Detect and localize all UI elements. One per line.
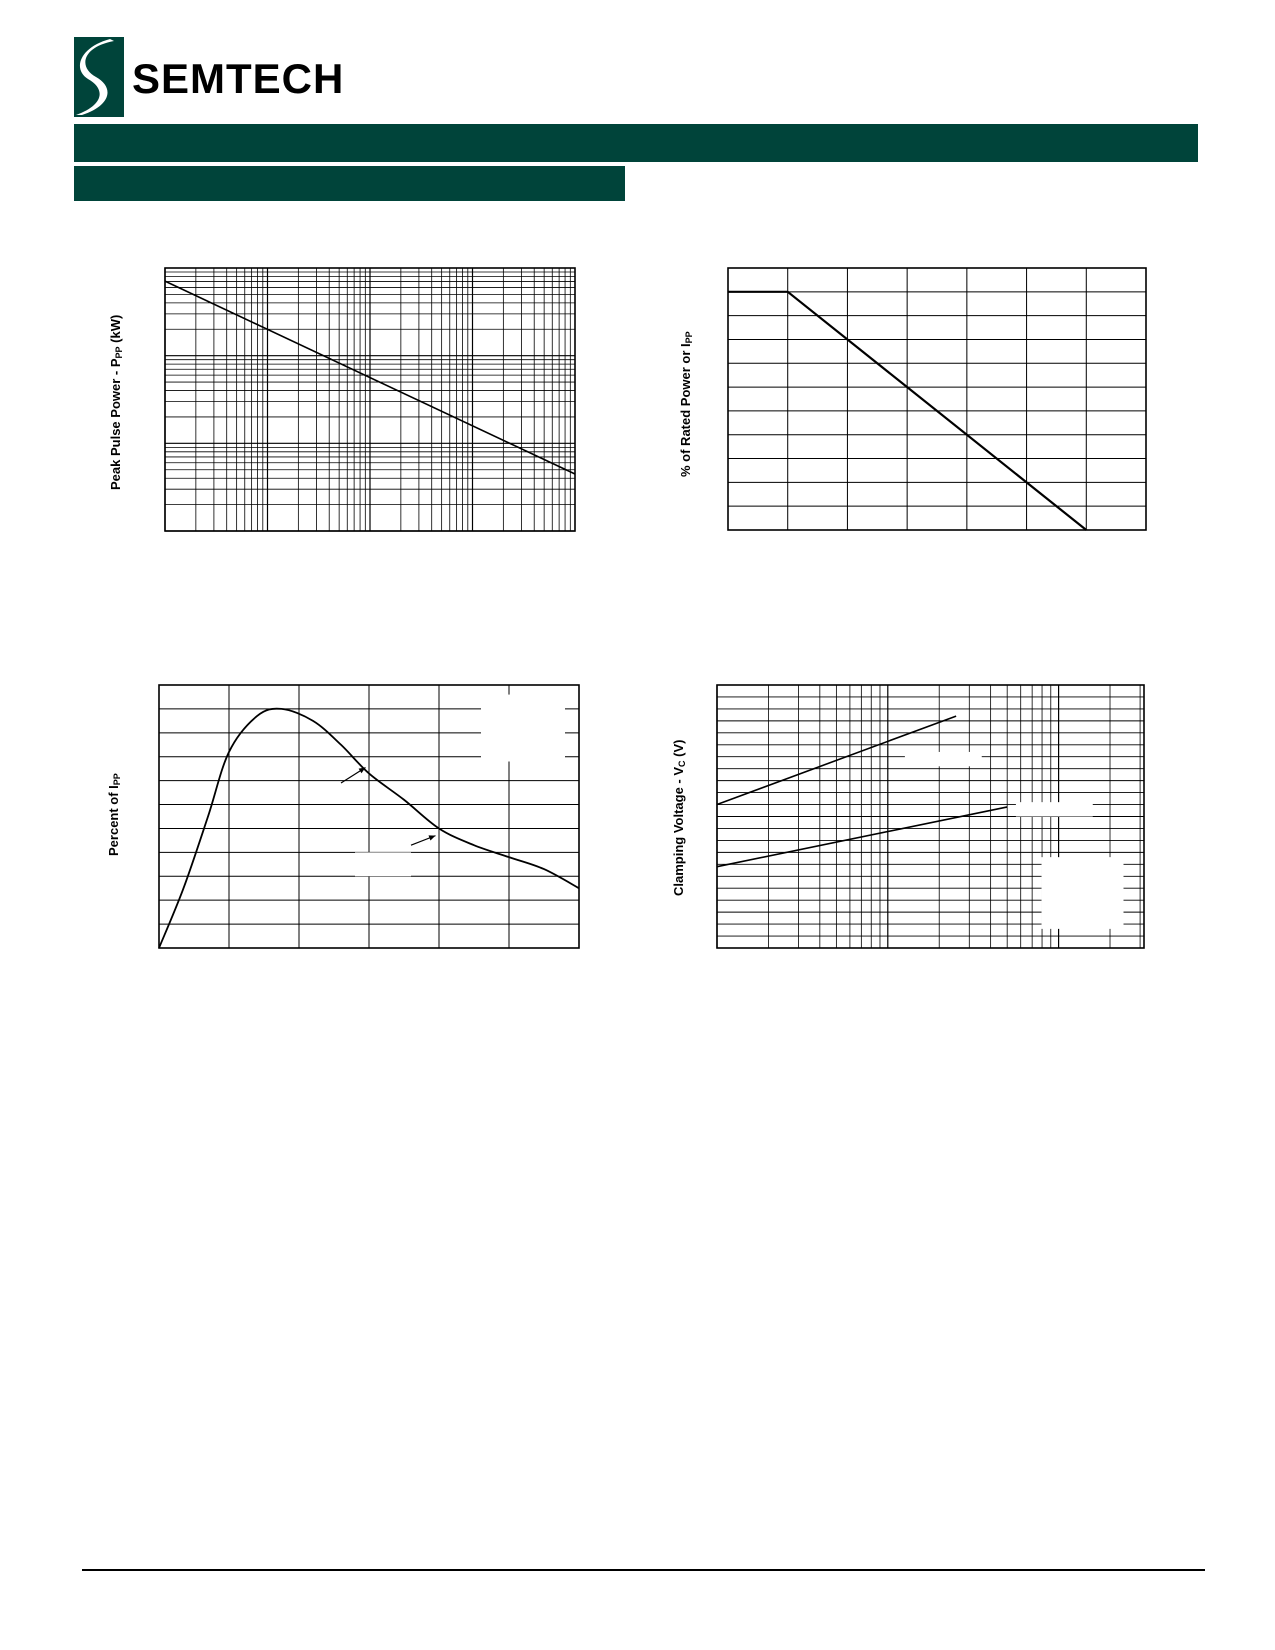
chart-plot [100,260,600,550]
footer-rule [82,1569,1205,1571]
legend-box [481,695,565,762]
label-box [355,852,411,876]
y-axis-label-main: Percent of I [106,785,121,856]
chart-power-derating [660,260,1180,550]
chart-plot [660,670,1180,960]
chart-clamping-voltage [660,670,1180,960]
y-axis-label [671,739,687,896]
y-axis-label [106,773,122,856]
chart-peak-pulse-power [100,260,600,550]
plot-frame [728,268,1146,530]
chart-plot [660,260,1180,550]
brand-name: SEMTECH [132,55,345,102]
semtech-logo [74,37,454,117]
y-axis-label-suffix: (V) [671,739,686,761]
y-axis-label-sub: C [677,760,687,767]
y-axis-label [678,331,694,477]
y-axis-label-sub: PP [114,346,124,359]
y-axis-label-main: Peak Pulse Power - P [108,358,123,490]
y-axis-label-sub: PP [684,331,694,344]
y-axis-label-main: Clamping Voltage - V [671,766,686,896]
semtech-s-icon [74,37,124,117]
y-axis-label-suffix: (kW) [108,314,123,347]
y-axis-label [108,315,124,490]
header-band [74,124,1198,162]
section-band [74,166,625,201]
series-line [717,807,1007,867]
legend-box [1042,857,1124,929]
y-axis-label-main: % of Rated Power or I [678,343,693,477]
chart-pulse-waveform [100,670,600,960]
label-box [1016,802,1093,816]
chart-plot [100,670,600,960]
label-box [905,752,982,766]
y-axis-label-sub: PP [112,773,122,786]
annotation-arrowhead [429,835,436,840]
